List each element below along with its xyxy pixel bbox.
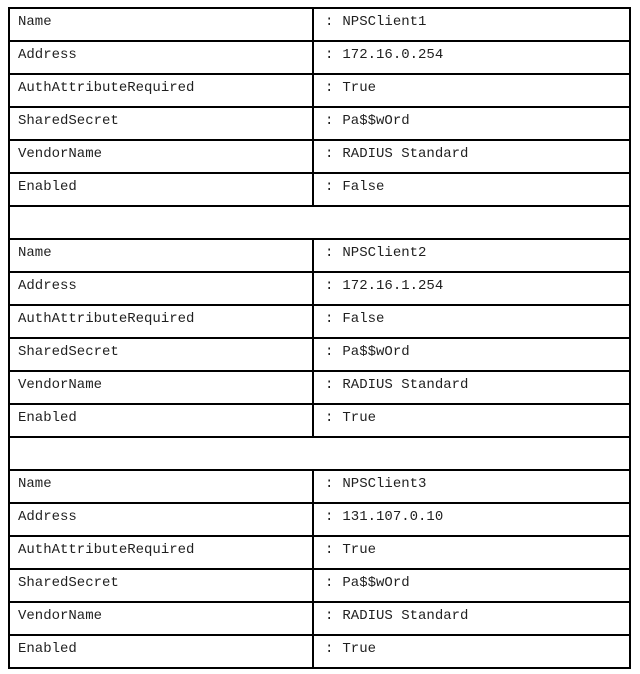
property-value-cell bbox=[314, 273, 629, 304]
colon-separator: : bbox=[325, 146, 334, 162]
group-separator-row bbox=[10, 438, 629, 471]
table-row bbox=[10, 636, 629, 667]
property-value: 131.107.0.10 bbox=[342, 509, 444, 525]
colon-separator: : bbox=[325, 542, 334, 558]
table-row bbox=[10, 570, 629, 603]
property-value: 172.16.1.254 bbox=[342, 278, 444, 294]
colon-separator: : bbox=[325, 278, 334, 294]
property-value-cell bbox=[314, 9, 629, 40]
property-value: NPSClient1 bbox=[342, 14, 427, 30]
table-row bbox=[10, 273, 629, 306]
table-row bbox=[10, 240, 629, 273]
property-value-cell bbox=[314, 636, 629, 667]
property-value: NPSClient2 bbox=[342, 245, 427, 261]
property-value-cell bbox=[314, 75, 629, 106]
property-label: Enabled bbox=[10, 636, 314, 667]
property-value-cell bbox=[314, 306, 629, 337]
table-row bbox=[10, 372, 629, 405]
colon-separator: : bbox=[325, 509, 334, 525]
property-value: False bbox=[342, 179, 385, 195]
property-label: VendorName bbox=[10, 372, 314, 403]
property-value: 172.16.0.254 bbox=[342, 47, 444, 63]
table-row bbox=[10, 108, 629, 141]
table-row bbox=[10, 339, 629, 372]
property-label: SharedSecret bbox=[10, 570, 314, 601]
property-value: RADIUS Standard bbox=[342, 146, 469, 162]
colon-separator: : bbox=[325, 476, 334, 492]
colon-separator: : bbox=[325, 245, 334, 261]
property-label: SharedSecret bbox=[10, 108, 314, 139]
colon-separator: : bbox=[325, 344, 334, 360]
colon-separator: : bbox=[325, 377, 334, 393]
property-label: AuthAttributeRequired bbox=[10, 306, 314, 337]
property-label: VendorName bbox=[10, 603, 314, 634]
colon-separator: : bbox=[325, 179, 334, 195]
property-value: Pa$$wOrd bbox=[342, 575, 410, 591]
colon-separator: : bbox=[325, 80, 334, 96]
property-label: Enabled bbox=[10, 405, 314, 436]
property-value-cell bbox=[314, 42, 629, 73]
property-value-cell bbox=[314, 240, 629, 271]
property-value: Pa$$wOrd bbox=[342, 344, 410, 360]
property-label: Name bbox=[10, 9, 314, 40]
property-label: AuthAttributeRequired bbox=[10, 75, 314, 106]
property-value: RADIUS Standard bbox=[342, 377, 469, 393]
table-row bbox=[10, 9, 629, 42]
property-label: SharedSecret bbox=[10, 339, 314, 370]
property-value-cell bbox=[314, 339, 629, 370]
colon-separator: : bbox=[325, 575, 334, 591]
table-row bbox=[10, 471, 629, 504]
property-label: Address bbox=[10, 273, 314, 304]
property-value-cell bbox=[314, 504, 629, 535]
nps-clients-table bbox=[8, 7, 631, 669]
property-value-cell bbox=[314, 174, 629, 205]
property-value-cell bbox=[314, 537, 629, 568]
property-value: True bbox=[342, 80, 377, 96]
colon-separator: : bbox=[325, 113, 334, 129]
table-row bbox=[10, 75, 629, 108]
table-row bbox=[10, 537, 629, 570]
table-row bbox=[10, 603, 629, 636]
property-value-cell bbox=[314, 570, 629, 601]
table-row bbox=[10, 405, 629, 438]
property-value-cell bbox=[314, 141, 629, 172]
property-value-cell bbox=[314, 405, 629, 436]
property-label: Name bbox=[10, 240, 314, 271]
table-row bbox=[10, 174, 629, 207]
colon-separator: : bbox=[325, 410, 334, 426]
colon-separator: : bbox=[325, 311, 334, 327]
colon-separator: : bbox=[325, 608, 334, 624]
table-row bbox=[10, 306, 629, 339]
property-value-cell bbox=[314, 603, 629, 634]
table-row bbox=[10, 141, 629, 174]
property-value: Pa$$wOrd bbox=[342, 113, 410, 129]
group-separator-row bbox=[10, 207, 629, 240]
property-value: RADIUS Standard bbox=[342, 608, 469, 624]
colon-separator: : bbox=[325, 641, 334, 657]
property-value-cell bbox=[314, 108, 629, 139]
property-value: NPSClient3 bbox=[342, 476, 427, 492]
property-value: False bbox=[342, 311, 385, 327]
property-label: Name bbox=[10, 471, 314, 502]
property-label: AuthAttributeRequired bbox=[10, 537, 314, 568]
property-label: Address bbox=[10, 504, 314, 535]
table-row bbox=[10, 504, 629, 537]
property-label: VendorName bbox=[10, 141, 314, 172]
property-value: True bbox=[342, 542, 377, 558]
property-value: True bbox=[342, 641, 377, 657]
colon-separator: : bbox=[325, 14, 334, 30]
property-value: True bbox=[342, 410, 377, 426]
property-label: Address bbox=[10, 42, 314, 73]
property-value-cell bbox=[314, 372, 629, 403]
table-row bbox=[10, 42, 629, 75]
property-label: Enabled bbox=[10, 174, 314, 205]
property-value-cell bbox=[314, 471, 629, 502]
colon-separator: : bbox=[325, 47, 334, 63]
